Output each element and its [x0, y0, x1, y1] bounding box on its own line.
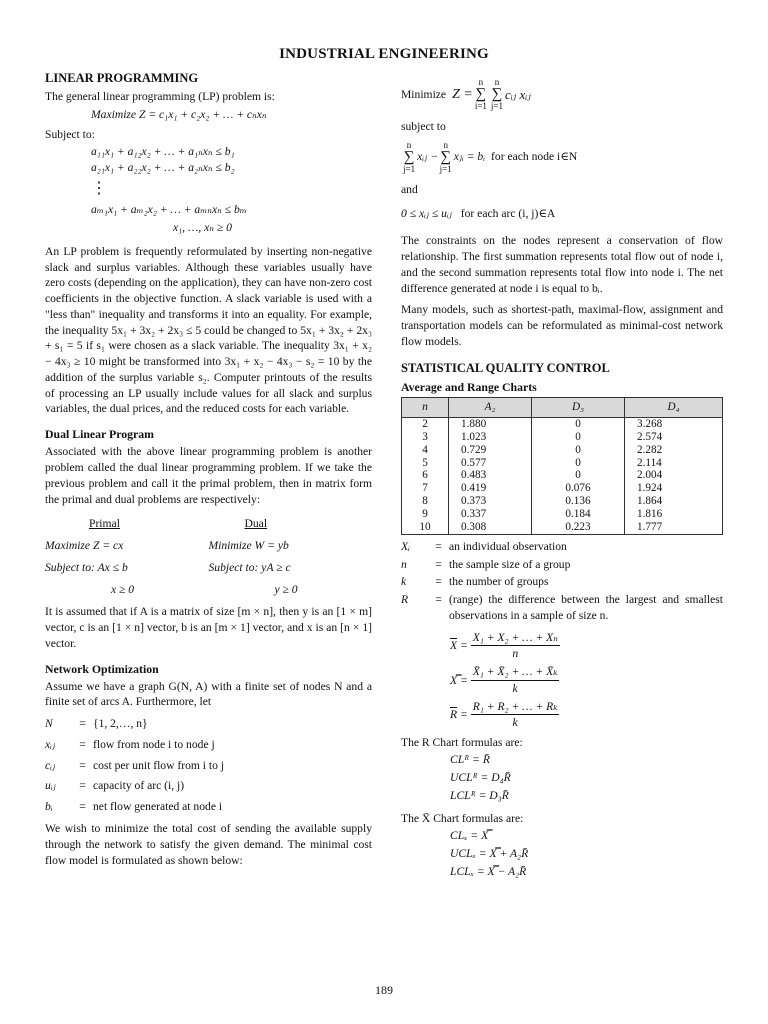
table-cell-d3: 0.184 [532, 508, 625, 521]
def-equals: = [435, 593, 442, 607]
table-cell-d4: 3.268 [625, 417, 723, 430]
lp-intro: The general linear programming (LP) problem is: [45, 90, 275, 103]
primal-subject-to: Subject to: Ax ≤ b [45, 560, 128, 574]
table-cell-n: 4 [402, 444, 449, 457]
sqc-def-row [401, 557, 723, 573]
dual-objective: Minimize W = yb [208, 539, 289, 553]
sum-symbol-j [491, 78, 503, 111]
table-cell-a: 0.337 [449, 508, 532, 521]
flow-out-term: xᵢⱼ [417, 150, 428, 164]
table-row [402, 521, 723, 534]
network-def-row [45, 716, 372, 732]
sum-lower: j=1 [403, 163, 416, 174]
table-cell-d4: 1.816 [625, 508, 723, 521]
network-para-1: The constraints on the nodes represent a conservation of flow relationship. The first summation represents total flow out of node i, and the second summation represents total flow into node i. The net difference generated at node i is equal to bᵢ. [401, 234, 723, 295]
def-symbol: n [401, 557, 407, 571]
x-chart-intro: The X̄ Chart formulas are: [401, 811, 524, 825]
table-cell-a: 1.023 [449, 431, 532, 444]
lp-constraint-1: a₁₁x₁ + a₁₂x₂ + … + a₁ₙxₙ ≤ b₁ [91, 145, 235, 159]
page-title: INDUSTRIAL ENGINEERING [279, 46, 489, 62]
capacity-expr: 0 ≤ xᵢⱼ ≤ uᵢⱼ [401, 206, 452, 220]
sqc-heading: STATISTICAL QUALITY CONTROL [401, 360, 610, 375]
xdbar-formula: X̿ = $\frac{\text{X̄₁ + X̄₂ + … + X̄ₖ}}{k}$ [450, 665, 558, 695]
sum-upper: n [478, 77, 484, 87]
col-header-n: n [402, 397, 449, 417]
table-row [402, 417, 723, 430]
sum-lower: i=1 [474, 101, 487, 111]
r-lower-limit: LCLᴿ = D₃R̄ [450, 788, 509, 802]
rbar-lhs: $\overline{R}$ [450, 708, 458, 722]
def-text: net flow generated at node i [93, 800, 223, 814]
xbar-denominator: n [512, 647, 519, 661]
sqc-definitions [401, 539, 723, 624]
table-cell-a: 0.729 [449, 444, 532, 457]
def-symbol: k [401, 575, 407, 589]
network-def-row [45, 799, 372, 815]
flow-conservation [401, 141, 723, 174]
sum-upper: n [406, 139, 412, 150]
table-cell-n: 3 [402, 431, 449, 444]
network-definitions [45, 716, 372, 815]
def-symbol: uᵢⱼ [45, 779, 56, 793]
right-column [401, 78, 723, 881]
capacity-constraint [401, 206, 723, 222]
xbar-fraction [471, 630, 560, 663]
table-cell-a: 0.308 [449, 521, 532, 534]
dual-nonneg: y ≥ 0 [274, 582, 298, 596]
x-upper-limit: UCLₓ = X̿ + A₂R̄ [450, 846, 529, 860]
sqc-def-row [401, 592, 723, 624]
table-cell-d4: 2.574 [625, 431, 723, 444]
left-column [45, 70, 372, 874]
xdbar-lhs: X̿ [450, 673, 458, 687]
def-text: the sample size of a group [449, 557, 571, 571]
def-symbol: bᵢ [45, 800, 53, 814]
def-equals: = [79, 779, 86, 793]
table-cell-d4: 2.114 [625, 457, 723, 470]
sum-symbol-j [403, 141, 415, 174]
lp-paragraph: An LP problem is frequently reformulated by inserting non-negative slack and surplus variables. Although these variables usually have zero costs (depending on the application), they can have non-zero cost coefficients in the objective function. A slack variable is used with a "less than" inequality and transforms it into an equality. For example, the inequality 5x₁ + 3x₂ + 2x₃ ≤ 5 could be changed to 5x₁ + 3x₂ + 2x₃ + s₁ = 5 if s₁ were chosen as a slack variable. The inequality 3x₁ + x₂ − 4x₃ ≥ 10 might be transformed into 3x₁ + x₂ − 4x₃ − s₂ = 10 by the addition of the surplus variable s₂. Computer printouts of the results of processing an LP usually include values for all slack and surplus variables, the dual prices, and the reduced costs for each variable. [45, 244, 372, 416]
lp-nonneg: x₁, …, xₙ ≥ 0 [173, 220, 232, 234]
sigma-icon: ∑ [475, 86, 487, 102]
r-chart-formulas [450, 751, 723, 805]
table-cell-a: 0.483 [449, 469, 532, 482]
dual-label: Dual [244, 517, 268, 531]
table-cell-a: 0.373 [449, 495, 532, 508]
x-chart-formulas [450, 827, 723, 881]
xdbar-numerator: X̄₁ + X̄₂ + … + X̄ₖ [471, 664, 560, 681]
summand: cᵢⱼ xᵢⱼ [504, 86, 531, 102]
def-text: flow from node i to node j [93, 737, 215, 751]
col-header-d3: D₃ [532, 397, 625, 417]
primal-objective: Maximize Z = cx [45, 539, 124, 553]
rbar-fraction [471, 699, 560, 732]
table-cell-d3: 0 [532, 444, 625, 457]
table-row [402, 495, 723, 508]
flow-in-term: xⱼᵢ = bᵢ [453, 150, 486, 164]
def-symbol: R [401, 593, 409, 607]
def-equals: = [435, 539, 442, 553]
table-row [402, 469, 723, 482]
z-equals: Z = [452, 86, 473, 102]
table-cell-d3: 0.223 [532, 521, 625, 534]
sigma-icon: ∑ [403, 148, 415, 165]
table-cell-n: 8 [402, 495, 449, 508]
table-cell-n: 9 [402, 508, 449, 521]
capacity-condition: for each arc (i, j)∈A [460, 206, 556, 220]
xbar-formula: $\overline{X}$ = $\frac{\text{X₁ + X₂ + … + Xₙ}}{n}$ [450, 630, 558, 661]
def-equals: = [435, 575, 442, 589]
sigma-icon: ∑ [440, 148, 452, 165]
table-cell-d4: 2.004 [625, 469, 723, 482]
sum-lower: j=1 [490, 101, 503, 111]
sum-upper: n [494, 77, 500, 87]
table-body [402, 417, 723, 534]
table-cell-a: 0.419 [449, 482, 532, 495]
primal-dual-table [45, 513, 372, 600]
table-row [402, 457, 723, 470]
r-chart-intro: The R Chart formulas are: [401, 736, 523, 750]
xdbar-denominator: k [512, 681, 518, 695]
table-cell-n: 5 [402, 457, 449, 470]
def-symbol: N [45, 717, 53, 731]
sum-lower: j=1 [439, 163, 452, 174]
def-text: an individual observation [449, 539, 567, 553]
table-cell-a: 0.577 [449, 457, 532, 470]
lp-objective: Maximize Z = c₁x₁ + c₂x₂ + … + cₙxₙ [91, 107, 267, 121]
table-cell-n: 6 [402, 469, 449, 482]
lp-heading: LINEAR PROGRAMMING [45, 71, 199, 85]
def-text: the number of groups [449, 575, 549, 589]
table-row [402, 431, 723, 444]
xbar-numerator: X₁ + X₂ + … + Xₙ [471, 630, 560, 647]
network-def-row [45, 737, 372, 753]
network-def-row [45, 778, 372, 794]
table-cell-d3: 0 [532, 469, 625, 482]
lp-constraint-m: aₘ₁x₁ + aₘ₂x₂ + … + aₘₙxₙ ≤ bₘ [91, 203, 247, 217]
def-text: capacity of arc (i, j) [93, 779, 185, 793]
x-lower-limit: LCLₓ = X̿ − A₂R̄ [450, 864, 527, 878]
lp-vdots: ⋮ [91, 179, 107, 197]
sum-symbol-j [440, 141, 452, 174]
network-intro: Assume we have a graph G(N, A) with a finite set of nodes N and a finite set of arcs A. Furthermore, let [45, 679, 372, 709]
min-cost-objective [401, 78, 723, 111]
sigma-icon: ∑ [491, 86, 503, 102]
table-row [402, 482, 723, 495]
dual-note: It is assumed that if A is a matrix of size [m × n], then y is an [1 × m] vector, c is an [1 × n] vector, b is an [m × 1] vector, and x is an [n × 1] vector. [45, 605, 372, 650]
network-closing: We wish to minimize the total cost of sending the available supply through the network to satisfy the given demand. The minimal cost flow model is formulated as shown below: [45, 822, 372, 867]
def-equals: = [79, 717, 86, 731]
dual-paragraph: Associated with the above linear programming problem is another problem called the dual linear programming problem. If we take the previous problem and call it the primal problem, then in matrix form the primal and dual problems are respectively: [45, 445, 372, 506]
network-heading: Network Optimization [45, 661, 159, 676]
flow-condition: for each node i∈N [491, 150, 578, 164]
and-label: and [401, 182, 418, 196]
def-text: cost per unit flow from i to j [93, 758, 225, 772]
table-cell-d4: 1.924 [625, 482, 723, 495]
sqc-def-row [401, 574, 723, 590]
network-para-2: Many models, such as shortest-path, maximal-flow, assignment and transportation models can be reformulated as minimal-cost network flow models. [401, 303, 723, 348]
xbar-lhs: $\overline{X}$ [450, 639, 458, 652]
xdbar-fraction [471, 664, 560, 697]
table-cell-d3: 0.136 [532, 495, 625, 508]
flow-minus: − [431, 150, 438, 164]
page-number: 189 [375, 983, 393, 997]
table-cell-d4: 2.282 [625, 444, 723, 457]
col-header-d4: D₄ [625, 397, 723, 417]
table-cell-d3: 0 [532, 431, 625, 444]
def-equals: = [79, 737, 86, 751]
lp-subject-to: Subject to: [45, 127, 95, 141]
table-cell-n: 7 [402, 482, 449, 495]
table-row [402, 508, 723, 521]
sum-upper: n [443, 139, 448, 150]
def-symbol: xᵢⱼ [45, 737, 56, 751]
table-cell-d3: 0.076 [532, 482, 625, 495]
control-chart-table [401, 397, 723, 535]
def-symbol: cᵢⱼ [45, 758, 56, 772]
sqc-def-row [401, 539, 723, 555]
rbar-numerator: R₁ + R₂ + … + Rₖ [471, 699, 560, 716]
table-header-row [402, 397, 723, 417]
rbar-denominator: k [512, 716, 518, 730]
table-cell-d3: 0 [532, 457, 625, 470]
table-cell-d3: 0 [532, 417, 625, 430]
table-cell-n: 10 [402, 521, 449, 534]
rbar-formula: $\overline{R}$ = $\frac{\text{R₁ + R₂ + … + Rₖ}}{k}$ [450, 699, 558, 730]
x-center-line: CLₓ = X̿ [450, 828, 489, 842]
network-def-row [45, 758, 372, 774]
dual-subject-to: Subject to: yA ≥ c [208, 560, 291, 574]
dual-heading: Dual Linear Program [45, 427, 155, 442]
lp-constraint-2: a₂₁x₁ + a₂₂x₂ + … + a₂ₙxₙ ≤ b₂ [91, 161, 235, 175]
table-row [402, 444, 723, 457]
def-text: {1, 2,…, n} [93, 717, 148, 731]
def-equals: = [435, 557, 442, 571]
table-cell-n: 2 [402, 417, 449, 430]
minimize-label: Minimize [401, 87, 447, 101]
table-cell-d4: 1.864 [625, 495, 723, 508]
subject-to-label: subject to [401, 120, 446, 133]
def-symbol: Xᵢ [401, 539, 410, 553]
r-center-line: CLᴿ = R̄ [450, 752, 490, 766]
col-header-a2: A₂ [449, 397, 532, 417]
def-text: (range) the difference between the largest and smallest observations in a sample of size n. [449, 593, 723, 622]
table-cell-a: 1.880 [449, 417, 532, 430]
sum-symbol-i [475, 78, 487, 111]
def-equals: = [79, 758, 86, 772]
primal-nonneg: x ≥ 0 [111, 582, 135, 596]
def-equals: = [79, 800, 86, 814]
primal-label: Primal [89, 517, 120, 531]
sqc-subheading: Average and Range Charts [401, 379, 537, 394]
r-upper-limit: UCLᴿ = D₄R̄ [450, 770, 511, 784]
table-cell-d4: 1.777 [625, 521, 723, 534]
